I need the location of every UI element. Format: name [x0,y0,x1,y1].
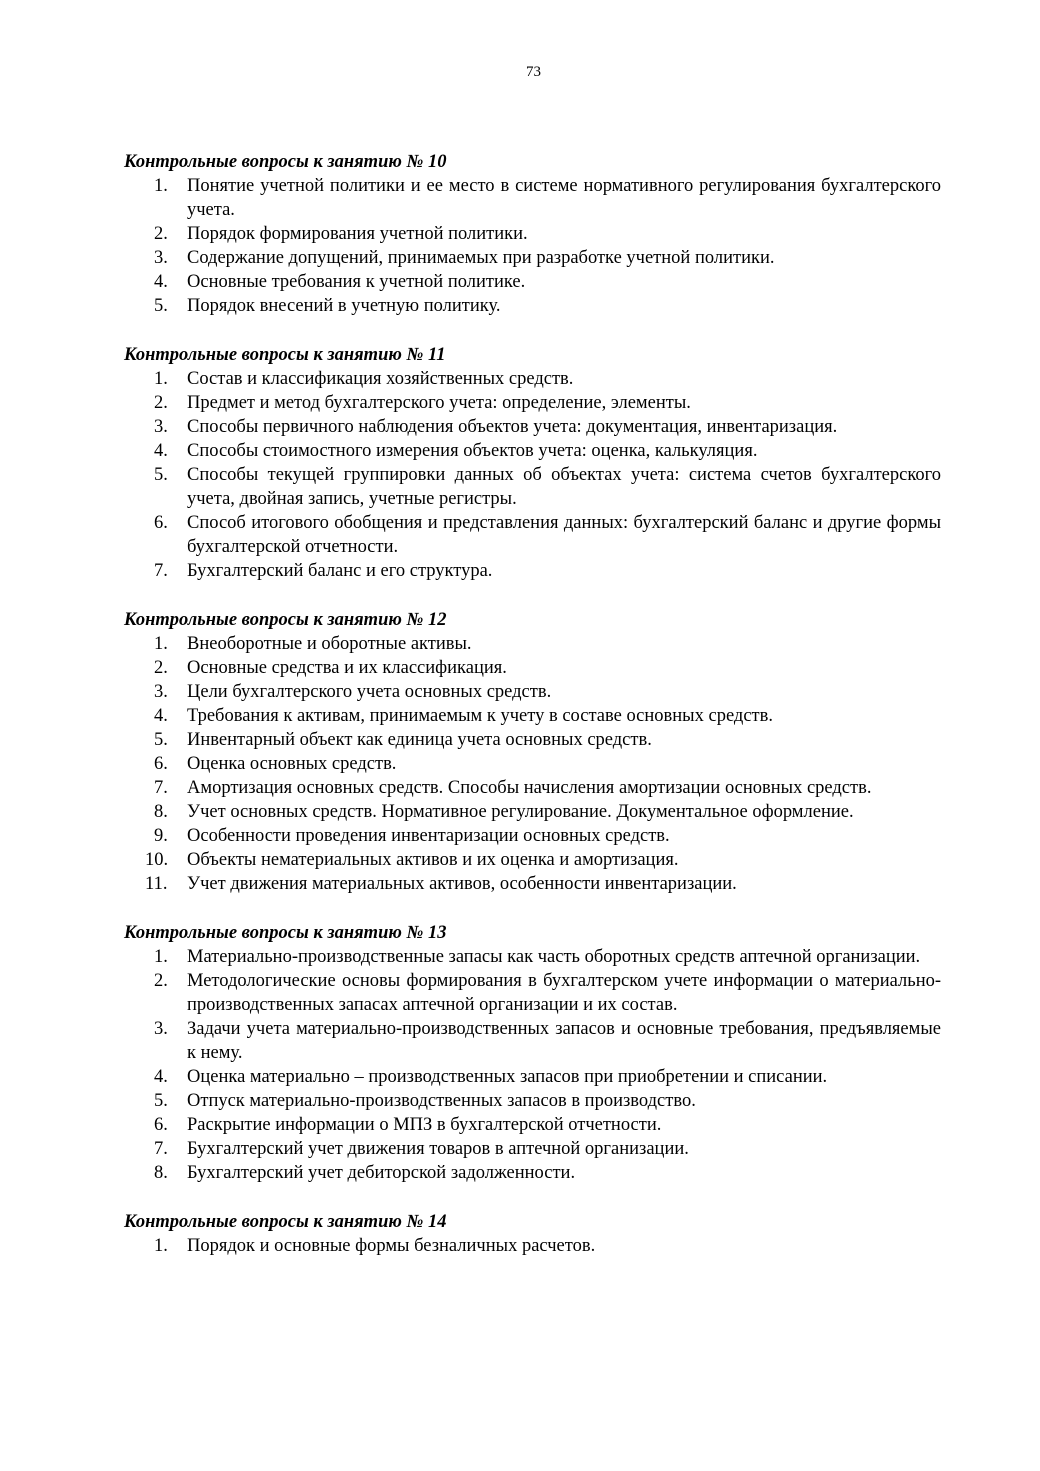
question-text: Основные требования к учетной политике. [187,272,526,292]
question-text: Бухгалтерский учет движения товаров в аптечной организации. [187,1139,689,1159]
question-number: 8. [154,802,168,822]
section-lesson-10 [124,150,941,318]
question-number: 4. [154,441,168,461]
question-number: 5. [154,730,168,750]
question-item [124,1113,941,1137]
question-number: 5. [154,1091,168,1111]
question-text: Понятие учетной политики и ее место в системе нормативного регулирования бухгалтерского учета. [187,176,941,220]
section-lesson-11 [124,343,941,583]
question-number: 8. [154,1163,168,1183]
question-number: 4. [154,272,168,292]
question-text: Учет основных средств. Нормативное регулирование. Документальное оформление. [187,802,854,822]
question-text: Методологические основы формирования в бухгалтерском учете информации о материально-производственных запасах аптечной организации и их состав. [187,971,941,1015]
page-number: 73 [526,64,541,80]
question-item [124,222,941,246]
question-item [124,463,941,511]
question-number: 6. [154,1115,168,1135]
question-text: Внеоборотные и оборотные активы. [187,634,472,654]
question-item [124,294,941,318]
question-text: Способы первичного наблюдения объектов учета: документация, инвентаризация. [187,417,838,437]
question-item [124,776,941,800]
page-content [124,150,941,1258]
question-item [124,1017,941,1065]
question-text: Отпуск материально-производственных запасов в производство. [187,1091,696,1111]
question-text: Содержание допущений, принимаемых при разработке учетной политики. [187,248,775,268]
question-text: Бухгалтерский баланс и его структура. [187,561,493,581]
section-title: Контрольные вопросы к занятию № 11 [124,345,446,365]
question-text: Задачи учета материально-производственных запасов и основные требования, предъявляемые к нему. [187,1019,941,1063]
question-item [124,704,941,728]
question-text: Основные средства и их классификация. [187,658,507,678]
question-item [124,728,941,752]
question-number: 1. [154,947,168,967]
section-lesson-13 [124,921,941,1185]
question-number: 2. [154,971,168,991]
question-number: 6. [154,754,168,774]
question-list [124,945,941,1185]
question-number: 7. [154,561,168,581]
question-item [124,656,941,680]
question-number: 2. [154,224,168,244]
question-number: 9. [154,826,168,846]
question-number: 7. [154,778,168,798]
question-number: 4. [154,1067,168,1087]
question-item [124,969,941,1017]
question-text: Цели бухгалтерского учета основных средств. [187,682,552,702]
question-item [124,872,941,896]
question-number: 2. [154,658,168,678]
question-number: 1. [154,634,168,654]
question-item [124,174,941,222]
question-list [124,1234,941,1258]
question-text: Требования к активам, принимаемым к учету в составе основных средств. [187,706,773,726]
question-list [124,174,941,318]
section-lesson-14 [124,1210,941,1258]
question-list [124,367,941,583]
question-item [124,367,941,391]
question-item [124,1137,941,1161]
question-item [124,1234,941,1258]
question-item [124,824,941,848]
question-item [124,800,941,824]
question-text: Амортизация основных средств. Способы начисления амортизации основных средств. [187,778,872,798]
question-item [124,1065,941,1089]
question-text: Раскрытие информации о МПЗ в бухгалтерской отчетности. [187,1115,662,1135]
question-item [124,270,941,294]
question-text: Способы текущей группировки данных об объектах учета: система счетов бухгалтерского учета, двойная запись, учетные регистры. [187,465,941,509]
section-lesson-12 [124,608,941,896]
question-number: 10. [145,850,169,870]
section-title: Контрольные вопросы к занятию № 12 [124,610,447,630]
question-item [124,415,941,439]
question-number: 5. [154,465,168,485]
question-number: 4. [154,706,168,726]
section-title: Контрольные вопросы к занятию № 14 [124,1212,447,1232]
question-item [124,246,941,270]
question-item [124,945,941,969]
question-text: Особенности проведения инвентаризации основных средств. [187,826,670,846]
question-item [124,1089,941,1113]
question-item [124,848,941,872]
question-text: Объекты нематериальных активов и их оценка и амортизация. [187,850,679,870]
question-number: 1. [154,176,168,196]
question-text: Предмет и метод бухгалтерского учета: определение, элементы. [187,393,691,413]
section-title: Контрольные вопросы к занятию № 13 [124,923,447,943]
question-number: 3. [154,248,168,268]
question-item [124,752,941,776]
question-number: 3. [154,682,168,702]
question-text: Материально-производственные запасы как часть оборотных средств аптечной организации. [187,947,921,967]
question-text: Оценка материально – производственных запасов при приобретении и списании. [187,1067,828,1087]
question-number: 5. [154,296,168,316]
question-text: Способ итогового обобщения и представления данных: бухгалтерский баланс и другие формы бухгалтерской отчетности. [187,513,941,557]
question-number: 1. [154,1236,168,1256]
question-number: 11. [145,874,168,894]
question-text: Бухгалтерский учет дебиторской задолженности. [187,1163,576,1183]
question-text: Учет движения материальных активов, особенности инвентаризации. [187,874,737,894]
question-item [124,632,941,656]
question-text: Способы стоимостного измерения объектов учета: оценка, калькуляция. [187,441,758,461]
question-text: Инвентарный объект как единица учета основных средств. [187,730,652,750]
question-text: Оценка основных средств. [187,754,397,774]
question-number: 3. [154,417,168,437]
question-item [124,559,941,583]
question-text: Состав и классификация хозяйственных средств. [187,369,574,389]
question-number: 6. [154,513,168,533]
question-list [124,632,941,896]
question-text: Порядок и основные формы безналичных расчетов. [187,1236,596,1256]
question-text: Порядок формирования учетной политики. [187,224,528,244]
question-item [124,439,941,463]
question-item [124,680,941,704]
question-number: 1. [154,369,168,389]
question-number: 7. [154,1139,168,1159]
question-item [124,391,941,415]
section-title: Контрольные вопросы к занятию № 10 [124,152,447,172]
question-number: 2. [154,393,168,413]
question-item [124,511,941,559]
question-number: 3. [154,1019,168,1039]
question-item [124,1161,941,1185]
question-text: Порядок внесений в учетную политику. [187,296,501,316]
